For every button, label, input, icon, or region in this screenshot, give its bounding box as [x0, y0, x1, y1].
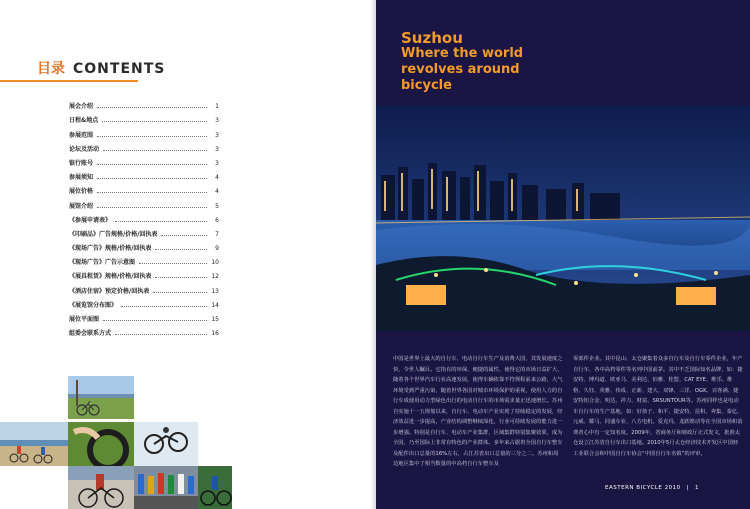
toc-page-number: 13: [211, 287, 219, 295]
toc-leader-dots: [103, 320, 207, 321]
toc-leader-dots: [115, 334, 207, 335]
table-of-contents: [69, 96, 219, 337]
toc-page-number: 12: [211, 273, 219, 281]
photo-bike-by-lake: [68, 376, 134, 419]
toc-page-number: 4: [215, 188, 219, 196]
body-text-right-column: 零部件企业。其中昆山、太仓聚集着众多自行车及自行车零件企业，年产自行车、各中高档零件等名列中国前茅。其中不乏国际知名品牌，如：捷安特、博玛道、欧亚马、美利达、佰雅、桂盟、CAT EYE、维乐、维格、久钰、英雅、伟成、正新、建大、双锋、三洋、OGK、百客满、捷安特铝合金、明达、祥力、财富、SRSUNTOUR等。苏州同样也是电动车自行车的生产基地，如：好孩子、和平、捷安特、昆积、奔集、泰亿、元威、耀马、同盛车业、八方电机、爱克玛、龙跃锂动等在全国市场和消费者心中有一定知名度。2009年，省商务厅和财政厅正式发文，批准太仓设立江苏省自行车出口基地。2010年5月太仓经济技术开发区中国轻工业联合会和中国自行车协会“中国自行车名镇”的评审。: [573, 356, 743, 457]
toc-title: 展会介绍: [69, 103, 94, 111]
toc-page-number: 3: [215, 117, 219, 125]
toc-leader-dots: [153, 292, 207, 293]
toc-page-number: 9: [215, 245, 219, 253]
footer-page-number: 1: [694, 485, 699, 491]
footer-separator: |: [686, 485, 689, 491]
headline: [401, 30, 523, 94]
toc-leader-dots: [97, 107, 207, 108]
toc-page-number: 6: [215, 216, 219, 224]
photo-collage: [0, 376, 232, 509]
toc-leader-dots: [155, 249, 207, 250]
toc-leader-dots: [97, 192, 207, 193]
toc-row: [69, 110, 219, 124]
toc-leader-dots: [97, 164, 207, 165]
page-footer: [605, 485, 699, 491]
toc-page-number: 16: [211, 330, 219, 338]
toc-title: 参展须知: [69, 174, 94, 182]
toc-leader-dots: [121, 306, 207, 307]
toc-leader-dots: [97, 207, 207, 208]
toc-title: 参展范围: [69, 131, 94, 139]
toc-leader-dots: [102, 121, 207, 122]
photo-tire-closeup: [68, 422, 134, 466]
toc-title: 《参展申请表》: [69, 216, 112, 224]
toc-row: [69, 323, 219, 337]
headline-line-2: Where the world: [401, 46, 524, 61]
toc-page-number: 5: [215, 202, 219, 210]
toc-title: 展位价格: [69, 188, 94, 196]
toc-row: [69, 96, 219, 110]
toc-title: 银行账号: [69, 159, 94, 167]
toc-row: [69, 167, 219, 181]
toc-row: [69, 295, 219, 309]
toc-row: [69, 139, 219, 153]
toc-title: 论坛及活动: [69, 145, 100, 153]
toc-row: [69, 181, 219, 195]
toc-page-number: 3: [215, 159, 219, 167]
toc-title: 展位平面图: [69, 316, 100, 323]
body-text-left-column: 中国是世界上最大的自行车、电动自行车生产及消费大国，其发展速度之快，令世人瞩目。它指有的环保、便捷的属性，使得它的市场日益扩大，随着各个世界汽车行业高速发展，使得车辆依靠不符规程前来公路，大气环境受到严重污染，随着世界各国对城市环境保护的重视，使用人力的自行车成使用动力型绿色出行的电动自行车的市场需求量正迅速增长。苏州自实施十一五规划以来，自行车、电动车产业实现了持续稳定的发展，经济效益进一步提高，产业结构调整继续深化，行业可持续发展的能力进一步增强。特别是自行车、电动车产业集群，区域集群特别集聚效果，成为全国，乃至国际上非常有特色的产业群体。多年来占据着全国自行车整车及配件出口总量的16%左右，占江苏省出口总量的三分之二。苏州和周边地区集中了相当数量的中高档自行车整车及: [393, 356, 563, 467]
toc-leader-dots: [155, 277, 207, 278]
toc-row: [69, 266, 219, 280]
toc-row: [69, 309, 219, 323]
toc-row: [69, 252, 219, 266]
toc-leader-dots: [97, 136, 207, 137]
toc-page-number: 3: [215, 131, 219, 139]
toc-title: 日程&地点: [69, 117, 99, 125]
contents-title-cn: 目录: [37, 61, 65, 77]
toc-title: 《现场广告》广告示意图: [69, 259, 136, 267]
photo-riders-coast: [0, 422, 68, 466]
toc-title: 《展具租赁》规格/价格/回执表: [69, 273, 152, 281]
toc-title: 《展览馆分布图》: [69, 301, 118, 309]
toc-row: [69, 210, 219, 224]
toc-title: 展馆介绍: [69, 202, 94, 210]
footer-brand: EASTERN BICYCLE 2010: [605, 485, 681, 491]
photo-road-racer: [68, 466, 134, 509]
toc-page-number: 1: [215, 103, 219, 111]
toc-title: 组委会联系方式: [69, 330, 112, 338]
contents-title-en: CONTENTS: [73, 61, 166, 77]
toc-row: [69, 280, 219, 294]
toc-row: [69, 238, 219, 252]
toc-row: [69, 195, 219, 209]
toc-page-number: 3: [215, 145, 219, 153]
toc-page-number: 7: [215, 230, 219, 238]
toc-title: 《现场广告》规格/价格/回执表: [69, 245, 152, 253]
toc-row: [69, 124, 219, 138]
toc-leader-dots: [161, 235, 207, 236]
toc-page-number: 4: [215, 174, 219, 182]
toc-leader-dots: [139, 263, 207, 264]
toc-row: [69, 224, 219, 238]
headline-line-4: bicycle: [401, 78, 452, 93]
suzhou-night-skyline-photo: [376, 105, 750, 331]
headline-line-3: revolves around: [401, 62, 520, 77]
toc-leader-dots: [115, 221, 207, 222]
contents-underline: [0, 80, 138, 82]
photo-peloton: [134, 466, 198, 509]
toc-leader-dots: [103, 150, 207, 151]
toc-page-number: 10: [211, 259, 219, 267]
right-page: [376, 0, 750, 509]
toc-leader-dots: [97, 178, 207, 179]
toc-title: 《酒店住宿》预定价格/回执表: [69, 287, 150, 295]
contents-heading: [37, 58, 165, 78]
toc-page-number: 15: [211, 316, 219, 323]
toc-page-number: 14: [211, 301, 219, 309]
headline-line-1: Suzhou: [401, 29, 463, 47]
toc-row: [69, 153, 219, 167]
toc-title: 《印刷品》广告规格/价格/回执表: [69, 230, 158, 238]
photo-mtb-rider: [198, 466, 232, 509]
photo-bmx-jump: [134, 422, 198, 466]
